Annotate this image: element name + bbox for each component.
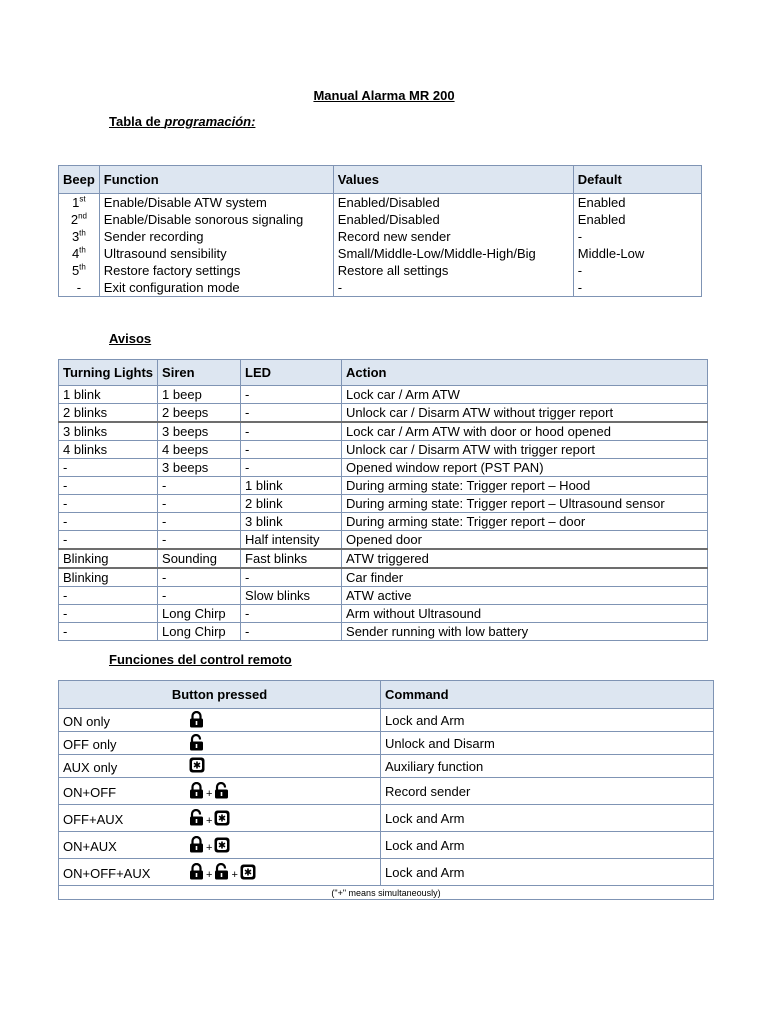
siren-cell: Sounding (158, 549, 241, 568)
action-cell: Unlock car / Disarm ATW with trigger report (342, 441, 708, 459)
siren-cell: - (158, 587, 241, 605)
beep-cell (59, 245, 100, 262)
siren-cell: 2 beeps (158, 404, 241, 423)
table-row (59, 477, 708, 495)
turning-lights-cell: - (59, 605, 158, 623)
table-row (59, 587, 708, 605)
ordinal-suffix: th (79, 228, 86, 238)
table-row (59, 245, 702, 262)
function-cell: Restore factory settings (99, 262, 333, 279)
button-icons (189, 734, 204, 751)
values-cell: Enabled/Disabled (333, 194, 573, 212)
action-cell: Arm without Ultrasound (342, 605, 708, 623)
led-cell: - (241, 422, 342, 441)
action-cell: Car finder (342, 568, 708, 587)
ordinal-suffix: nd (78, 211, 87, 221)
siren-cell: - (158, 531, 241, 550)
command-cell: Unlock and Disarm (381, 732, 714, 755)
led-cell: - (241, 386, 342, 404)
table-row (59, 228, 702, 245)
header-turning-lights: Turning Lights (59, 360, 158, 386)
header-values: Values (333, 166, 573, 194)
button-combo-label: AUX only (63, 759, 118, 775)
led-cell: - (241, 605, 342, 623)
action-cell: During arming state: Trigger report – door (342, 513, 708, 531)
header-function: Function (99, 166, 333, 194)
siren-cell: - (158, 477, 241, 495)
default-cell: - (573, 262, 701, 279)
table-row (59, 832, 714, 859)
values-cell: Restore all settings (333, 262, 573, 279)
action-cell: Lock car / Arm ATW (342, 386, 708, 404)
button-icons (189, 711, 204, 728)
action-cell: Opened window report (PST PAN) (342, 459, 708, 477)
siren-cell: 3 beeps (158, 422, 241, 441)
turning-lights-cell: - (59, 587, 158, 605)
table-row (59, 404, 708, 423)
aux-icon (240, 864, 256, 880)
table-row (59, 513, 708, 531)
button-pressed-cell (59, 709, 381, 732)
button-icons (189, 863, 256, 880)
aux-icon (214, 837, 230, 853)
led-cell: - (241, 623, 342, 641)
table-row (59, 709, 714, 732)
function-cell: Ultrasound sensibility (99, 245, 333, 262)
table-row (59, 422, 708, 441)
beep-cell (59, 279, 100, 297)
function-cell: Sender recording (99, 228, 333, 245)
action-cell: During arming state: Trigger report – Ultrasound sensor (342, 495, 708, 513)
action-cell: During arming state: Trigger report – Hood (342, 477, 708, 495)
turning-lights-cell: - (59, 531, 158, 550)
remote-functions-table (58, 680, 714, 900)
function-cell: Exit configuration mode (99, 279, 333, 297)
table-row (59, 568, 708, 587)
header-action: Action (342, 360, 708, 386)
turning-lights-cell: Blinking (59, 549, 158, 568)
table-row (59, 495, 708, 513)
led-cell: Half intensity (241, 531, 342, 550)
button-pressed-cell (59, 805, 381, 832)
lock-open-icon (189, 734, 204, 751)
button-combo-label: OFF+AUX (63, 812, 124, 828)
ordinal-suffix: th (79, 262, 86, 272)
lock-open-icon (214, 863, 229, 880)
section-heading-avisos: Avisos (109, 331, 152, 346)
plus-sign: + (206, 814, 213, 827)
command-cell: Lock and Arm (381, 859, 714, 886)
button-pressed-cell (59, 732, 381, 755)
button-combo-label: ON+AUX (63, 839, 117, 855)
header-default: Default (573, 166, 701, 194)
default-cell: - (573, 228, 701, 245)
default-cell: Middle-Low (573, 245, 701, 262)
button-icons (189, 809, 230, 826)
turning-lights-cell: 3 blinks (59, 422, 158, 441)
aux-icon (189, 757, 205, 773)
table-row (59, 755, 714, 778)
document-title: Manual Alarma MR 200 (313, 88, 455, 103)
command-cell: Auxiliary function (381, 755, 714, 778)
siren-cell: 3 beeps (158, 459, 241, 477)
beep-number: 1 (72, 195, 80, 210)
header-command: Command (381, 681, 714, 709)
section-heading-italic: programación: (164, 114, 256, 129)
beep-cell (59, 211, 100, 228)
beep-number: 4 (71, 246, 80, 261)
action-cell: ATW triggered (342, 549, 708, 568)
table-row (59, 549, 708, 568)
button-pressed-cell (59, 755, 381, 778)
plus-sign: + (206, 787, 213, 800)
beep-number: 2 (70, 212, 79, 227)
plus-sign: + (206, 868, 213, 881)
led-cell: Fast blinks (241, 549, 342, 568)
function-cell: Enable/Disable ATW system (99, 194, 333, 212)
led-cell: 1 blink (241, 477, 342, 495)
led-cell: - (241, 404, 342, 423)
header-siren: Siren (158, 360, 241, 386)
lock-closed-icon (189, 863, 204, 880)
button-icons (189, 782, 229, 799)
function-cell: Enable/Disable sonorous signaling (99, 211, 333, 228)
plus-sign: + (231, 868, 238, 881)
lock-closed-icon (189, 711, 204, 728)
beep-number: 3 (71, 229, 80, 244)
values-cell: Enabled/Disabled (333, 211, 573, 228)
siren-cell: Long Chirp (158, 605, 241, 623)
lock-closed-icon (189, 836, 204, 853)
beep-cell (59, 228, 100, 245)
turning-lights-cell: - (59, 477, 158, 495)
programming-table (58, 165, 702, 297)
led-cell: - (241, 568, 342, 587)
button-pressed-cell (59, 859, 381, 886)
turning-lights-cell: - (59, 495, 158, 513)
table-row (59, 531, 708, 550)
header-led: LED (241, 360, 342, 386)
led-cell: 3 blink (241, 513, 342, 531)
section-heading-prefix: Tabla de (109, 114, 161, 129)
table-row (59, 194, 702, 212)
lock-open-icon (214, 782, 229, 799)
table-row (59, 623, 708, 641)
plus-sign: + (206, 841, 213, 854)
table-row (59, 262, 702, 279)
command-cell: Record sender (381, 778, 714, 805)
table-header-row (59, 681, 714, 709)
siren-cell: 4 beeps (158, 441, 241, 459)
led-cell: Slow blinks (241, 587, 342, 605)
turning-lights-cell: - (59, 623, 158, 641)
aux-icon (214, 810, 230, 826)
command-cell: Lock and Arm (381, 805, 714, 832)
warnings-table (58, 359, 708, 641)
table-row (59, 279, 702, 297)
button-pressed-cell (59, 778, 381, 805)
button-combo-label: ON+OFF (63, 785, 117, 801)
turning-lights-cell: Blinking (59, 568, 158, 587)
table-row (59, 441, 708, 459)
action-cell: Sender running with low battery (342, 623, 708, 641)
header-button-pressed: Button pressed (59, 681, 381, 709)
command-cell: Lock and Arm (381, 832, 714, 859)
table-row (59, 778, 714, 805)
button-combo-label: ON only (63, 714, 110, 730)
turning-lights-cell: 2 blinks (59, 404, 158, 423)
led-cell: - (241, 459, 342, 477)
siren-cell: - (158, 513, 241, 531)
siren-cell: Long Chirp (158, 623, 241, 641)
header-beep: Beep (59, 166, 100, 194)
lock-open-icon (189, 809, 204, 826)
table-row (59, 859, 714, 886)
values-cell: Small/Middle-Low/Middle-High/Big (333, 245, 573, 262)
table-header-row (59, 360, 708, 386)
button-combo-label: OFF only (63, 737, 117, 753)
button-icons (189, 836, 230, 853)
button-icons (189, 757, 205, 773)
ordinal-suffix: st (79, 194, 86, 204)
values-cell: - (333, 279, 573, 297)
table-row (59, 211, 702, 228)
section-heading-programacion (109, 114, 255, 129)
section-heading-remote-functions: Funciones del control remoto (109, 652, 292, 667)
action-cell: ATW active (342, 587, 708, 605)
button-pressed-cell (59, 832, 381, 859)
led-cell: 2 blink (241, 495, 342, 513)
beep-number: - (76, 280, 82, 295)
button-combo-label: ON+OFF+AUX (63, 866, 151, 882)
beep-cell (59, 262, 100, 279)
values-cell: Record new sender (333, 228, 573, 245)
led-cell: - (241, 441, 342, 459)
table-row (59, 805, 714, 832)
ordinal-suffix: th (79, 245, 86, 255)
beep-cell (59, 194, 100, 212)
table-row (59, 605, 708, 623)
siren-cell: - (158, 568, 241, 587)
action-cell: Lock car / Arm ATW with door or hood opened (342, 422, 708, 441)
command-cell: Lock and Arm (381, 709, 714, 732)
default-cell: - (573, 279, 701, 297)
action-cell: Opened door (342, 531, 708, 550)
turning-lights-cell: 4 blinks (59, 441, 158, 459)
siren-cell: - (158, 495, 241, 513)
beep-number: 5 (71, 263, 80, 278)
lock-closed-icon (189, 782, 204, 799)
turning-lights-cell: - (59, 513, 158, 531)
table-row (59, 732, 714, 755)
default-cell: Enabled (573, 211, 701, 228)
turning-lights-cell: - (59, 459, 158, 477)
note-row (59, 886, 714, 900)
table-header-row (59, 166, 702, 194)
default-cell: Enabled (573, 194, 701, 212)
siren-cell: 1 beep (158, 386, 241, 404)
action-cell: Unlock car / Disarm ATW without trigger report (342, 404, 708, 423)
table-row (59, 459, 708, 477)
simultaneous-note: ("+" means simultaneously) (59, 886, 714, 900)
turning-lights-cell: 1 blink (59, 386, 158, 404)
table-row (59, 386, 708, 404)
